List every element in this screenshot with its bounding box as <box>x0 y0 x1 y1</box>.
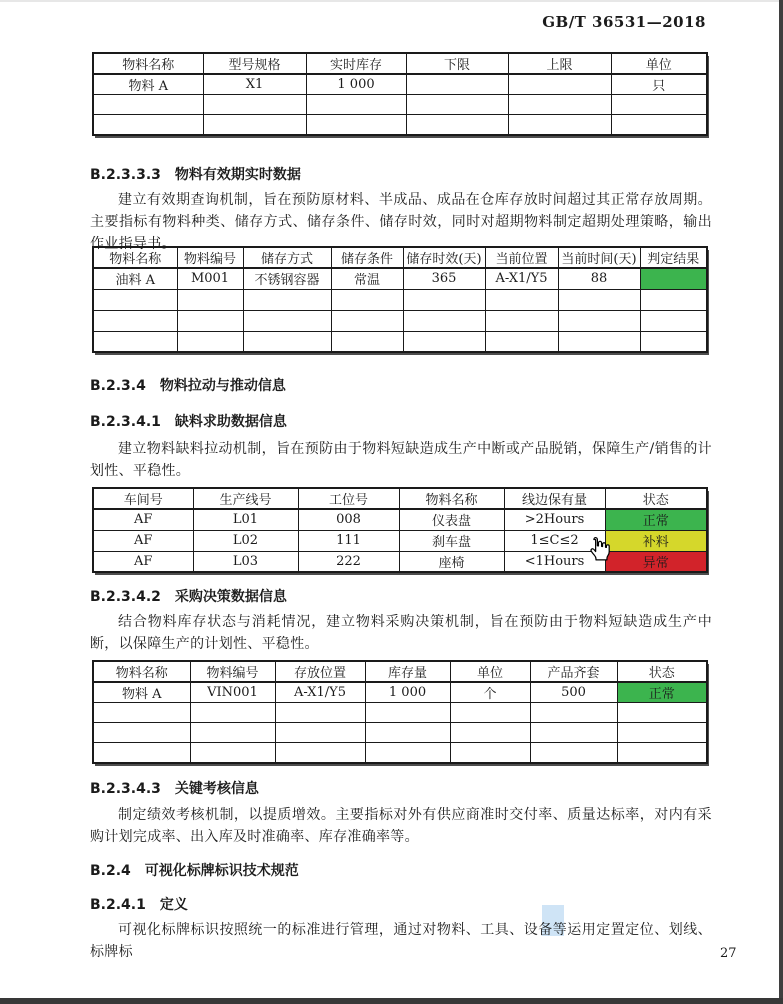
section-heading-b241 <box>90 894 712 914</box>
table-cell: 物料 A <box>93 74 203 95</box>
table-row <box>93 331 707 352</box>
header-row <box>93 661 707 682</box>
table-row <box>93 743 707 763</box>
table-row <box>93 682 707 703</box>
status-cell: 正常 <box>617 682 707 703</box>
column-header: 工位号 <box>298 488 399 509</box>
table-cell: 1≤C≤2 <box>504 530 605 551</box>
column-header: 线边保有量 <box>504 488 605 509</box>
table-row <box>93 530 707 551</box>
table-cell: >2Hours <box>504 509 605 530</box>
section-number: B.2.4 <box>90 863 131 879</box>
table-cell <box>365 743 450 763</box>
table-row <box>93 95 707 115</box>
table-cell <box>558 310 640 331</box>
column-header: 状态 <box>617 661 707 682</box>
column-header: 生产线号 <box>193 488 298 509</box>
table-cell <box>617 723 707 743</box>
table-cell <box>331 331 403 352</box>
table-cell <box>177 289 243 310</box>
table-cell <box>611 115 707 135</box>
section-title: 定义 <box>159 897 188 913</box>
table-cell: VIN001 <box>190 682 275 703</box>
column-header: 储存条件 <box>331 247 403 268</box>
table-cell <box>93 95 203 115</box>
table-cell: <1Hours <box>504 551 605 572</box>
table-cell <box>530 743 617 763</box>
status-cell: 异常 <box>605 551 707 572</box>
table-cell <box>640 289 707 310</box>
column-header: 当前时间(天) <box>558 247 640 268</box>
table-cell: 88 <box>558 268 640 289</box>
table-cell <box>275 703 365 723</box>
table-cell <box>93 115 203 135</box>
section-heading-b24 <box>90 860 712 880</box>
scan-edge-right <box>779 0 783 1004</box>
section-title: 关键考核信息 <box>174 781 259 797</box>
column-header: 物料名称 <box>93 661 190 682</box>
table-cell <box>275 723 365 743</box>
column-header: 物料名称 <box>399 488 504 509</box>
section-number: B.2.3.3.3 <box>90 167 161 183</box>
table-row <box>93 703 707 723</box>
section-number: B.2.3.4.2 <box>90 589 161 605</box>
table-cell: 常温 <box>331 268 403 289</box>
table-cell: 1 000 <box>306 74 406 95</box>
section-number: B.2.3.4 <box>90 378 146 394</box>
section-title: 物料拉动与推动信息 <box>159 378 286 394</box>
table-cell <box>331 289 403 310</box>
hand-pointer-icon <box>584 534 612 564</box>
table-row <box>93 268 707 289</box>
table-cell: 不锈钢容器 <box>243 268 331 289</box>
column-header: 车间号 <box>93 488 193 509</box>
table-row <box>93 74 707 95</box>
table-cell <box>403 289 485 310</box>
table-cell: M001 <box>177 268 243 289</box>
section-heading-b2343 <box>90 778 712 798</box>
hand-pointer-cursor <box>584 534 612 564</box>
table-cell <box>306 115 406 135</box>
column-header: 型号规格 <box>203 53 306 74</box>
table-cell <box>93 310 177 331</box>
table-cell <box>243 289 331 310</box>
section-number: B.2.3.4.1 <box>90 414 161 430</box>
table-cell <box>93 331 177 352</box>
table-cell <box>243 331 331 352</box>
column-header: 物料名称 <box>93 247 177 268</box>
table-cell <box>450 743 530 763</box>
section-title: 采购决策数据信息 <box>174 589 287 605</box>
standard-number: GB/T 36531—2018 <box>542 13 706 31</box>
scan-edge-bottom <box>0 998 783 1004</box>
table-cell: 座椅 <box>399 551 504 572</box>
status-cell: 补料 <box>605 530 707 551</box>
table-cell: L01 <box>193 509 298 530</box>
table-cell <box>640 310 707 331</box>
table-cell <box>611 95 707 115</box>
table-cell <box>365 723 450 743</box>
table-cell <box>177 310 243 331</box>
table-cell <box>203 95 306 115</box>
status-cell <box>640 268 707 289</box>
column-header: 实时库存 <box>306 53 406 74</box>
realtime-stock-table <box>92 52 708 136</box>
table-cell: 222 <box>298 551 399 572</box>
table-cell <box>617 743 707 763</box>
scan-edge-top <box>0 0 783 2</box>
table-cell <box>450 703 530 723</box>
table-row <box>93 723 707 743</box>
table-cell <box>177 331 243 352</box>
table-cell <box>508 74 611 95</box>
column-header: 上限 <box>508 53 611 74</box>
table-cell <box>403 310 485 331</box>
table-cell <box>617 703 707 723</box>
table-cell: 物料 A <box>93 682 190 703</box>
table-cell: A-X1/Y5 <box>275 682 365 703</box>
table-cell <box>530 723 617 743</box>
table-cell <box>558 331 640 352</box>
table-cell: AF <box>93 530 193 551</box>
paragraph-shelf-life: 建立有效期查询机制，旨在预防原材料、半成品、成品在仓库存放时间超过其正常存放周期。主要指标有物料种类、储存方式、储存条件、储存时效，同时对超期物料制定超期处理策略，输出作业指导书。 <box>90 192 712 252</box>
table-cell: 个 <box>450 682 530 703</box>
table-row <box>93 310 707 331</box>
section-number: B.2.4.1 <box>90 897 146 913</box>
status-cell: 正常 <box>605 509 707 530</box>
table-cell: 008 <box>298 509 399 530</box>
table-cell <box>485 289 558 310</box>
table-cell <box>93 743 190 763</box>
table-cell <box>190 723 275 743</box>
table-cell <box>93 289 177 310</box>
column-header: 下限 <box>406 53 508 74</box>
column-header: 物料编号 <box>190 661 275 682</box>
table-cell <box>530 703 617 723</box>
column-header: 判定结果 <box>640 247 707 268</box>
table-cell: 365 <box>403 268 485 289</box>
table-cell <box>93 703 190 723</box>
column-header: 存放位置 <box>275 661 365 682</box>
table-cell <box>365 703 450 723</box>
header-row <box>93 488 707 509</box>
table-cell: AF <box>93 509 193 530</box>
table-cell <box>243 310 331 331</box>
header-row <box>93 53 707 74</box>
section-title: 可视化标牌标识技术规范 <box>144 863 299 879</box>
section-number: B.2.3.4.3 <box>90 781 161 797</box>
table-cell: 500 <box>530 682 617 703</box>
table-cell <box>203 115 306 135</box>
table-cell <box>406 115 508 135</box>
column-header: 物料编号 <box>177 247 243 268</box>
purchase-decision-table <box>92 660 708 764</box>
table-cell <box>450 723 530 743</box>
shelf-life-table <box>92 246 708 353</box>
paragraph-shortage-pull: 建立物料缺料拉动机制，旨在预防由于物料短缺造成生产中断或产品脱销，保障生产/销售的计划性、平稳性。 <box>90 441 712 479</box>
column-header: 产品齐套 <box>530 661 617 682</box>
table-cell <box>508 95 611 115</box>
table-cell: X1 <box>203 74 306 95</box>
table-cell <box>190 703 275 723</box>
column-header: 状态 <box>605 488 707 509</box>
table-cell <box>558 289 640 310</box>
table-cell <box>275 743 365 763</box>
table-row <box>93 115 707 135</box>
table-cell <box>406 95 508 115</box>
table-cell: L02 <box>193 530 298 551</box>
column-header: 当前位置 <box>485 247 558 268</box>
paragraph-visual-sign: 可视化标牌标识按照统一的标准进行管理，通过对物料、工具、设备等运用定置定位、划线、标牌标 <box>90 922 712 960</box>
table-cell: AF <box>93 551 193 572</box>
table-cell <box>485 331 558 352</box>
column-header: 库存量 <box>365 661 450 682</box>
table-cell: 1 000 <box>365 682 450 703</box>
paragraph-purchase-decision: 结合物料库存状态与消耗情况，建立物料采购决策机制，旨在预防由于物料短缺造成生产中断，以保障生产的计划性、平稳性。 <box>90 614 712 652</box>
table-cell <box>331 310 403 331</box>
section-heading-b2333 <box>90 164 712 184</box>
table-cell <box>640 331 707 352</box>
table-cell <box>93 723 190 743</box>
table-row <box>93 289 707 310</box>
section-heading-b2341 <box>90 411 712 431</box>
table-cell: 刹车盘 <box>399 530 504 551</box>
section-heading-b2342 <box>90 586 712 606</box>
table-cell: 只 <box>611 74 707 95</box>
column-header: 物料名称 <box>93 53 203 74</box>
table-cell <box>190 743 275 763</box>
column-header: 单位 <box>611 53 707 74</box>
section-title: 缺料求助数据信息 <box>174 414 287 430</box>
table-cell <box>508 115 611 135</box>
paragraph-kpi: 制定绩效考核机制，以提质增效。主要指标对外有供应商准时交付率、质量达标率，对内有采购计划完成率、出入库及时准确率、库存准确率等。 <box>90 807 712 845</box>
table-cell <box>306 95 406 115</box>
table-row <box>93 551 707 572</box>
column-header: 单位 <box>450 661 530 682</box>
table-cell <box>403 331 485 352</box>
table-cell: L03 <box>193 551 298 572</box>
table-cell: 111 <box>298 530 399 551</box>
page-number: 27 <box>720 946 737 961</box>
section-heading-b234 <box>90 375 712 395</box>
table-cell: 仪表盘 <box>399 509 504 530</box>
table-row <box>93 509 707 530</box>
table-cell <box>485 310 558 331</box>
table-cell <box>406 74 508 95</box>
shortage-pull-table <box>92 487 708 573</box>
table-cell: 油料 A <box>93 268 177 289</box>
column-header: 储存方式 <box>243 247 331 268</box>
section-title: 物料有效期实时数据 <box>174 167 301 183</box>
column-header: 储存时效(天) <box>403 247 485 268</box>
table-cell: A-X1/Y5 <box>485 268 558 289</box>
